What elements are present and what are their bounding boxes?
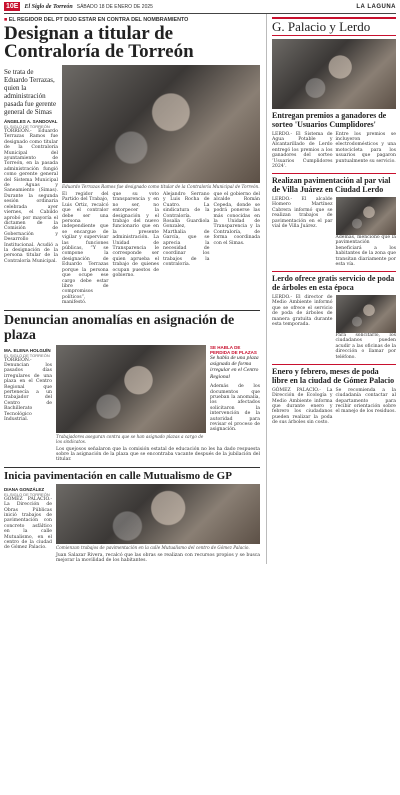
bottom-side [4,484,52,564]
bottom-main [56,484,260,564]
story2-photo [336,197,397,235]
lead-kicker-text: EL REGIDOR DEL PT DIJO ESTAR EN CONTRA DEL NOMBRAMIENTO [8,17,189,23]
story1-text [272,132,396,170]
lead-photo [62,65,260,183]
section-divider-2 [4,467,260,468]
lead-headline: Designan a titular de Contraloría de Torreón [4,23,194,62]
lead-main [62,65,260,306]
lead-col-4: que el gobierno del alcalde Román Cepeda, donde se podrá ponerse las más conocidas en la Unidad de Transparencia y la Contraloría, de forma coordinada con el Simas. [213,192,260,246]
middle-text-c: Además de los documentos que prueban la anomalía, los afectados solicitaron la intervención de la autoridad para revisar el proceso de asignación. [210,384,260,433]
story2-right [336,197,397,267]
story2-text-a: LERDO.- El alcalde Homero Martínez Cabrera informó que se realizan trabajos de pavimentación en el par vial de Villa Juárez. [272,197,333,230]
lead-col-1: El regidor del Partido del Trabajo, Luis Ortiz, recalcó que el contralor debe ser una persona independiente que se encargue de vigilar y supervisar las funciones públicas, “Y se compone la designación de Eduardo Terrazas porque la persona que ocupe ese cargo debe estar libre de compromisos políticos”, manifestó. [62,192,109,306]
middle-text-b: Los quejosos señalaron que la comisión estatal de educación no les ha dado respuesta sobre la asignación de la plaza que se encontraba vacante después de la jubilación del titular. [56,446,260,463]
story2-text-b: Además, mencionó que la pavimentación beneficiará a los habitantes de la zona que transitan diariamente por esta vía. [335,235,396,268]
middle-pull [210,345,260,447]
middle-main [56,345,260,463]
middle-story [4,345,260,463]
paper-name: El Siglo de Torreón [24,3,73,10]
page-columns [4,14,396,564]
middle-photo [56,345,206,433]
bottom-byline: DIANA GONZÁLEZ [4,486,45,492]
bottom-photo [56,484,260,544]
story3-text [272,295,396,360]
bottom-text-b: Juan Salazar Rivera, recalcó que las obras se realizan con recursos propios y se busca mejorar la movilidad de los habitantes. [56,552,260,564]
section-name: LA LAGUNA [356,3,396,10]
lead-byline-sub: EL SIGLO DE TORREÓN [4,124,50,129]
lead-story [4,65,260,306]
middle-byline-sub: EL SIGLO DE TORREÓN [4,352,50,358]
middle-headline: Denuncian anomalías en asignación de plaza [4,312,235,343]
story4-text-b: Se recomienda a la ciudadanía contactar al departamento para recibir orientación sobre el manejo de los residuos. [335,387,396,415]
issue-date: SÁBADO 18 DE ENERO DE 2025 [76,3,153,10]
story2-title: Realizan pavimentación al par vial de Villa Juárez en Ciudad Lerdo [272,176,391,195]
section-divider [4,310,260,311]
story3-title: Lerdo ofrece gratis servicio de poda de árboles en esta época [272,274,395,293]
story3-photo [336,295,397,333]
right-section-head: G. Palacio y Lerdo [272,17,396,36]
middle-side [4,345,52,463]
bottom-story [4,484,260,564]
right-divider-2 [272,271,396,272]
bottom-photo-caption: Comienzan trabajos de pavimentación en la calle Mutualismo del centro de Gómez Palacio. [56,544,250,550]
pull-quote: Se habla de una plaza asignada de forma irregular en el Centro Regional [210,354,259,380]
middle-photo-caption: Trabajadores aseguran contra que se han asignado plazas a cargo de los sindicatos. [56,433,204,444]
lead-side [4,65,58,306]
right-divider-3 [272,364,396,365]
story3-right [336,295,397,360]
bottom-byline-sub: EL SIGLO DE TORREÓN [4,491,50,497]
story3-text-b: Para solicitarlo, los ciudadanos pueden acudir a las oficinas de la dirección o llamar por teléfono. [335,333,396,360]
lead-side-text: TORREÓN.- Eduardo Terrazas Ramos fue designado como titular de la Contraloría Municipal del ayuntamiento de Torreón, en la pasada administración fungió como gerente general del Sistema Municipal de Aguas y Saneamiento (Simas). Durante la segunda sesión ordinaria celebrada ayer viernes, el Cabildo aprobó por mayoría el dictamen de la Comisión de Gobernación y Desarrollo Institucional. Acudió a la designación de la persona titular de la Contraloría Municipal. [4,129,58,264]
middle-photo-row [56,345,260,447]
right-divider-1 [272,173,396,174]
lead-byline: ÁNGELES A. SANDOVAL [4,119,58,124]
left-column [4,14,260,564]
lead-deck: Se trata de Eduardo Terrazas, quien la administración pasada fue gerente general de Simas [4,68,57,116]
story4-text [272,388,396,426]
bottom-text-a: GÓMEZ PALACIO.- La Dirección de Obras Públicas inició trabajos de pavimentación con concreto asfáltico en la calle Mutualismo, en el centro de la ciudad de Gómez Palacio. [4,496,52,551]
lead-col-3: Alejandro Serrano y Luis Rocha de Cuatro. La sindicatura de la Contraloría. Rosalía Guardiola Gonzalez, Marthalia de García, que se aprecia la necesidad de coordinar los trabajos de la contraloría. [163,192,210,268]
lead-col-2: que su voto transparencia y en no ser, no entorpecer la designación y el trabajo del nuevo funcionario que en la presente administración. La Unidad de Transparencia le corresponde ser quien aprueba el trabajo de quienes ocupan puestos de gobierno. [112,192,159,279]
bottom-headline: Inicia pavimentación en calle Mutualismo de GP [4,469,232,482]
lead-photo-caption: Eduardo Terrazas Ramos fue designado como titular de la Contraloría Municipal de Torreón. [62,184,260,189]
story1-text-a: LERDO.- El Sistema de Agua Potable y Alcantarillado de Lerdo entregó los premios a los ganadores del sorteo ‘Usuarios Cumplidores 2024’. [272,131,333,170]
story3-text-a: LERDO.- El director de Medio Ambiente informó que se ofrece el servicio de poda de árboles de manera gratuita durante esta temporada. [272,295,333,328]
page-number: 10E [6,3,19,10]
middle-text-a: TORREÓN.- Denuncian los pasados días irregulares de una plaza en el Centro Regional que pertenecía a un trabajador del Centro de Bachillerato Tecnológico Industrial. [4,357,52,422]
story4-text-a: GÓMEZ PALACIO.- La Dirección de Ecología y Medio Ambiente informa que durante enero y febrero los ciudadanos pueden realizar la poda de sus árboles sin costo. [272,387,333,426]
story4-title: Enero y febrero, meses de poda libre en la ciudad de Gómez Palacio [272,367,395,385]
pull-label: SE HABLA DE PERDIDA DE PLAZAS [210,344,257,355]
story2-text [272,197,396,267]
middle-photo-wrap [56,345,206,447]
right-column [266,14,396,564]
story1-text-b: Entre los premios se incluyeron electrodomésticos y una motocicleta para los usuarios que pagaron puntualmente su servicio. [335,131,396,164]
story1-photo [272,39,396,109]
story1-title: Entregan premios a ganadores de sorteo 'Usuarios Cumplidores' [272,111,387,129]
lead-text-columns [62,192,260,306]
kicker-bullet-icon: ■ [4,17,9,23]
masthead [4,0,396,14]
middle-byline: MA. ELENA HOLGUÍN [4,347,51,353]
